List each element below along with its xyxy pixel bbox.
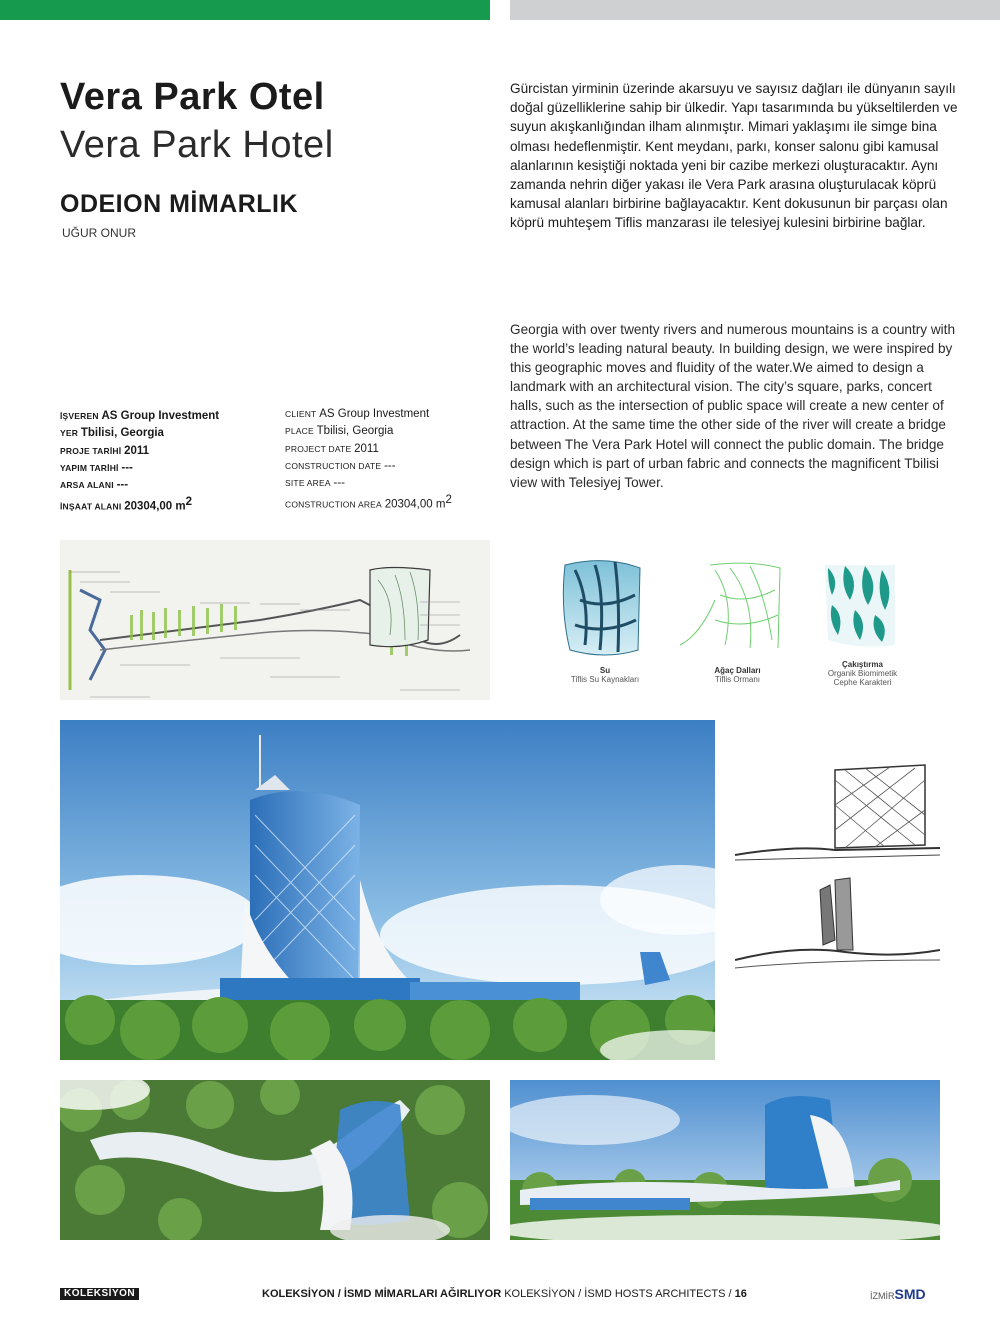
info-row: YER Tbilisi, Georgia xyxy=(60,427,164,440)
project-info-english xyxy=(285,406,452,514)
caption-cakistirma-sub1: Organik Biomimetik xyxy=(827,669,898,678)
caption-agac-title: Ağaç Dalları xyxy=(714,666,761,675)
aerial-render-image xyxy=(60,1080,490,1240)
info-row: YAPIM TARİHİ --- xyxy=(60,461,133,474)
caption-cakistirma-title: Çakıştırma xyxy=(842,660,883,669)
info-row: CONSTRUCTION DATE --- xyxy=(285,459,396,472)
title-turkish: Vera Park Otel xyxy=(60,76,325,118)
top-green-bar xyxy=(0,0,490,20)
main-render-image xyxy=(60,720,715,1060)
side-render-image xyxy=(510,1080,940,1240)
section-diagram-image xyxy=(60,540,490,700)
info-row: SITE AREA --- xyxy=(285,477,346,490)
caption-su-title: Su xyxy=(599,666,611,675)
info-row: PLACE Tbilisi, Georgia xyxy=(285,425,394,438)
firm-name: ODEION MİMARLIK xyxy=(60,190,299,218)
architect-name: UĞUR ONUR xyxy=(62,226,136,240)
caption-su-sub: Tiflis Su Kaynakları xyxy=(570,675,640,684)
footer-logo: KOLEKSİYON xyxy=(60,1288,139,1300)
info-row: CONSTRUCTION AREA 20304,00 $m^2$ xyxy=(285,494,452,511)
project-info-turkish xyxy=(60,408,219,516)
caption-agac-sub: Tiflis Ormanı xyxy=(714,675,761,684)
info-row: İNŞAAT ALANI 20304,00 $m^2$ xyxy=(60,496,193,513)
concept-illustrations xyxy=(510,540,940,700)
top-gray-bar xyxy=(510,0,1000,20)
footer-text: KOLEKSİYON / İSMD MİMARLARI AĞIRLIYOR KOLEKSİYON / İSMD HOSTS ARCHITECTS / 16 xyxy=(262,1288,747,1300)
caption-cakistirma-sub2: Cephe Karakteri xyxy=(833,678,892,687)
footer-brand: İZMİRSMD xyxy=(870,1286,926,1302)
info-row: CLIENT AS Group Investment xyxy=(285,408,430,420)
sketch-images xyxy=(735,760,940,980)
body-text-turkish: Gürcistan yirminin üzerinde akarsuyu ve sayısız dağları ile dünyanın sayılı doğal güzelliklerine sahip bir ülkedir. Yapı tasarımında bu yükseltilerden ve suyun akışkanlığından ilham alınmıştır. Mimari yaklaşımı ile simge bina olması hedeflenmiştir. Kent meydanı, parkı, konser salonu gibi kamusal alanlarının kesiştiği noktada yeni bir cazibe merkezi oluşturacaktır. Aynı zamanda nehrin diğer yakası ile Vera Park arasına oluşturulacak köprü kamusal alanları birbirine bağlayacaktır. Kent dokusunun bir parçası olan köprü muhteşem Tiflis manzarası ile telesiyej kulesini birbirine bağlar. xyxy=(510,81,958,231)
title-english: Vera Park Hotel xyxy=(60,124,334,166)
info-row: ARSA ALANI --- xyxy=(60,479,129,492)
info-row: PROJE TARİHİ 2011 xyxy=(60,444,150,457)
info-row: PROJECT DATE 2011 xyxy=(285,442,379,455)
info-row: İŞVEREN AS Group Investment xyxy=(60,410,220,422)
body-text-english: Georgia with over twenty rivers and numerous mountains is a country with the world’s leading natural beauty. In building design, we were inspired by this geographic moves and fluidity of the water.We aimed to design a landmark with an architectural vision. The city’s square, parks, concert halls, such as the intersection of public space will create a new center of attraction. At the same time the other side of the river will create a bridge between The Vera Park Hotel will connect the public domain. The bridge design which is part of urban fabric and connects the magnificent Tbilisi view with Telesiyej Tower. xyxy=(510,322,956,490)
